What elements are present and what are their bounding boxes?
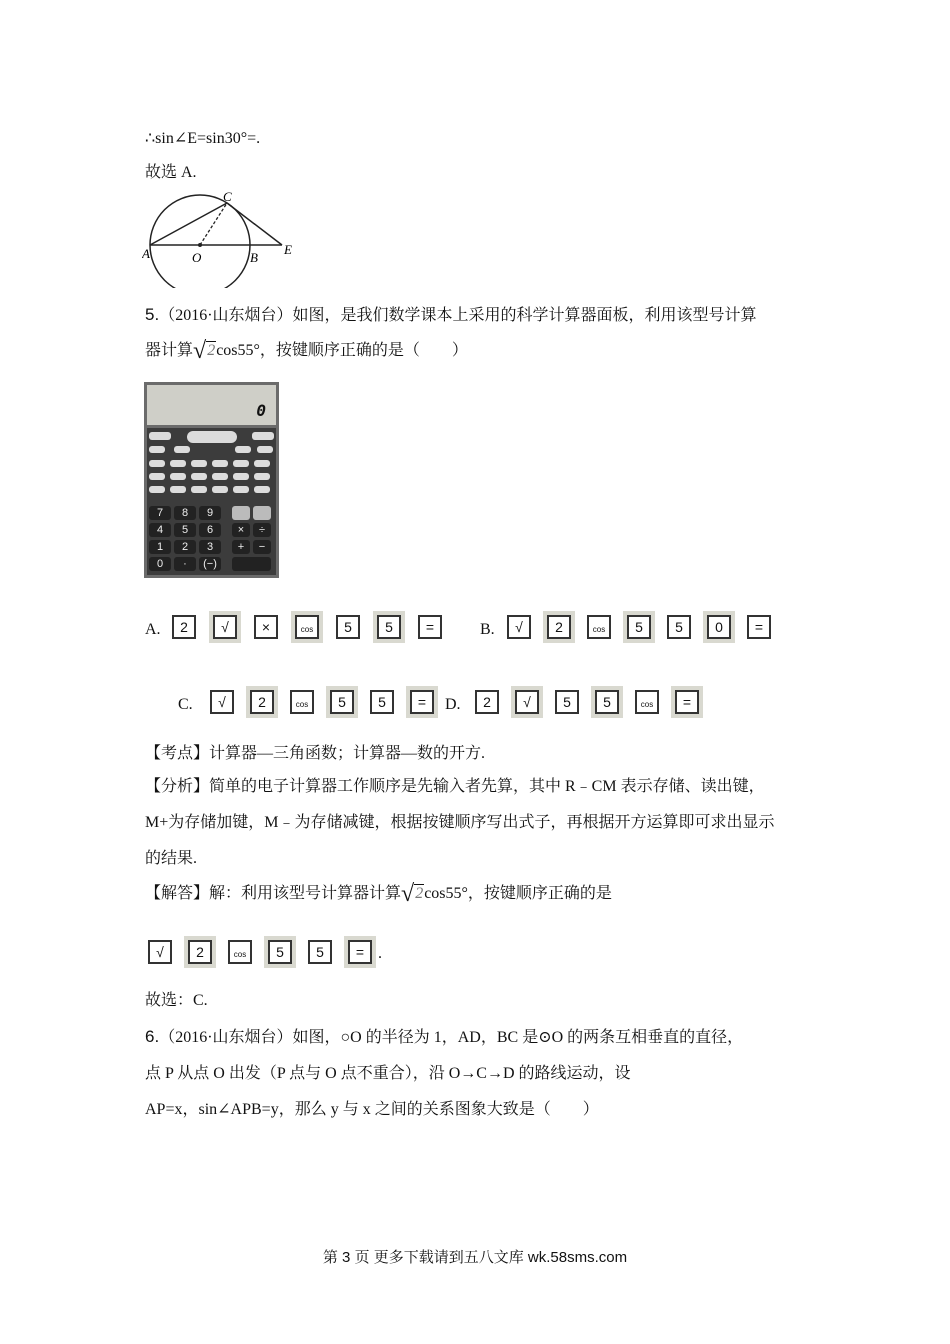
circle-figure xyxy=(142,188,302,288)
calculator-key: 2 xyxy=(547,615,571,639)
calculator-key: 5 xyxy=(308,940,332,964)
label-o: O xyxy=(192,250,202,265)
sqrt-symbol: √2 xyxy=(401,881,424,907)
jieda-text-1: 【解答】解：利用该型号计算器计算 xyxy=(145,885,402,902)
jieda-line xyxy=(145,883,612,905)
calculator-key: 5 xyxy=(370,690,394,714)
fenxi-line-1: 【分析】简单的电子计算器工作顺序是先输入者先算，其中 R﹣CM 表示存储、读出键， xyxy=(145,778,765,795)
calculator-key: 5 xyxy=(336,615,360,639)
calculator-key: 2 xyxy=(188,940,212,964)
calculator-display-value: 0 xyxy=(256,401,266,420)
q6-number: 6. xyxy=(145,1027,160,1046)
calculator-key: 5 xyxy=(627,615,651,639)
calculator-key: cos xyxy=(295,615,319,639)
calculator-key: × xyxy=(254,615,278,639)
label-a: A xyxy=(142,246,150,261)
option-d-label: D. xyxy=(445,696,461,713)
option-c-keys xyxy=(210,690,440,724)
calculator-key: 2 xyxy=(475,690,499,714)
calculator-key: 5 xyxy=(330,690,354,714)
label-c: C xyxy=(223,189,232,204)
calculator-display xyxy=(147,385,276,425)
fenxi-line-2: M+为存储加键，M﹣为存储减键，根据按键顺序写出式子，再根据开方运算即可求出显示 xyxy=(145,814,775,831)
calculator-key: = xyxy=(348,940,372,964)
calculator-keypad: 7 8 9 4 5 6 × ÷ 1 2 3 + − 0 · (−) xyxy=(147,428,276,575)
calculator-image xyxy=(144,382,279,578)
calculator-key: cos xyxy=(587,615,611,639)
calculator-key: 5 xyxy=(268,940,292,964)
option-b-label: B. xyxy=(480,621,495,638)
option-a-label: A. xyxy=(145,621,161,638)
fenxi-line-3: 的结果. xyxy=(145,850,198,867)
sqrt-symbol: √2 xyxy=(193,338,216,364)
calculator-key: 5 xyxy=(667,615,691,639)
calculator-key: 5 xyxy=(555,690,579,714)
q6-line-1 xyxy=(145,1026,743,1049)
calculator-key: = xyxy=(418,615,442,639)
calculator-key: cos xyxy=(228,940,252,964)
q5-text-2a: 器计算 xyxy=(145,342,194,359)
choice-line-a: 故选 A. xyxy=(145,164,197,181)
calculator-key: 2 xyxy=(250,690,274,714)
kaodian-line: 【考点】计算器—三角函数；计算器—数的开方. xyxy=(145,745,486,762)
answer-period: . xyxy=(378,945,382,962)
calculator-key: = xyxy=(675,690,699,714)
option-c-label: C. xyxy=(178,696,193,713)
option-d-keys xyxy=(475,690,710,724)
q6-line-2: 点 P 从点 O 出发（P 点与 O 点不重合），沿 O→C→D 的路线运动，设 xyxy=(145,1065,631,1082)
calculator-key: = xyxy=(410,690,434,714)
answer-keys xyxy=(148,940,378,974)
q5-line-2 xyxy=(145,340,468,362)
calculator-key: 0 xyxy=(707,615,731,639)
jieda-text-2: cos55°，按键顺序正确的是 xyxy=(424,885,612,902)
option-a-keys xyxy=(172,615,447,649)
calculator-key: 5 xyxy=(377,615,401,639)
guxuan-line: 故选：C. xyxy=(145,992,208,1009)
q5-text-2b: cos55°，按键顺序正确的是（ ） xyxy=(216,342,468,359)
page-footer: 第 3 页 更多下载请到五八文库 wk.58sms.com xyxy=(322,1249,628,1266)
calculator-key: √ xyxy=(213,615,237,639)
calculator-key: cos xyxy=(290,690,314,714)
label-b: B xyxy=(250,250,258,265)
solution-line-sin: ∴sin∠E=sin30°=. xyxy=(145,130,261,147)
option-b-keys xyxy=(507,615,777,649)
calculator-key: 5 xyxy=(595,690,619,714)
label-e: E xyxy=(284,242,292,257)
q5-text-1: （2016·山东烟台）如图，是我们数学课本上采用的科学计算器面板，利用该型号计算 xyxy=(159,307,757,324)
q6-text-1: （2016·山东烟台）如图，○O 的半径为 1，AD，BC 是⊙O 的两条互相垂直的直径， xyxy=(159,1029,744,1046)
q5-line-1 xyxy=(145,304,757,327)
calculator-key: √ xyxy=(515,690,539,714)
calculator-key: 2 xyxy=(172,615,196,639)
calculator-key: √ xyxy=(148,940,172,964)
calculator-key: cos xyxy=(635,690,659,714)
q5-number: 5. xyxy=(145,305,160,324)
calculator-key: √ xyxy=(210,690,234,714)
calculator-key: √ xyxy=(507,615,531,639)
calculator-key: = xyxy=(747,615,771,639)
q6-line-3: AP=x，sin∠APB=y，那么 y 与 x 之间的关系图象大致是（ ） xyxy=(145,1101,599,1118)
